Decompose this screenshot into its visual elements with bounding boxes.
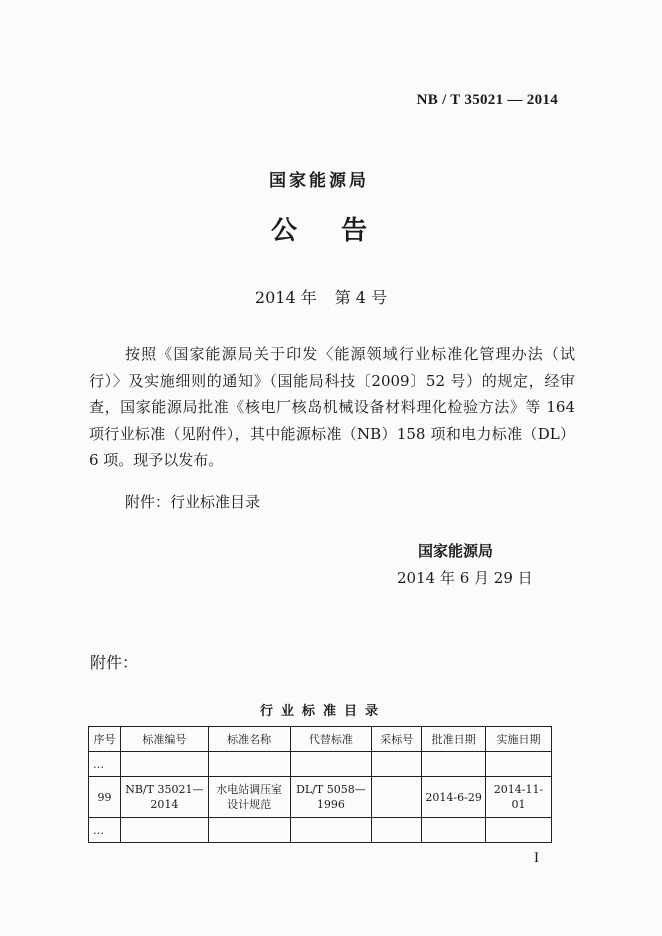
column-header: 批准日期 [422,727,486,752]
table-cell-replaces: DL/T 5058— 1996 [290,777,372,818]
column-header: 代替标准 [290,727,372,752]
notice-title: 公告 [270,216,411,246]
signature-org: 国家能源局 [418,542,494,560]
column-header: 标准编号 [120,727,208,752]
issue-number: 第 4 号 [334,288,388,307]
column-header: 采标号 [372,727,422,752]
table-row [89,818,552,843]
column-header: 标准名称 [208,727,290,752]
signature-date: 2014 年 6 月 29 日 [397,569,533,587]
table-row [89,752,552,777]
notice-body: 按照《国家能源局关于印发〈能源领域行业标准化管理办法（试行）〉及实施细则的通知》（国能局科技〔2009〕52 号）的规定，经审查，国家能源局批准《核电厂核岛机械设备材料理化检验方法》等 164 项行业标准（见附件），其中能源标准（NB）158 项和电力标准（DL）6 项。现予以发布。 [89,345,575,469]
table-cell-adoption [372,777,422,818]
standards-catalog-table [88,726,552,843]
table-cell-name: 水电站调压室 设计规范 [208,777,290,818]
table-cell-approval-date: 2014-6-29 [422,777,486,818]
column-header: 实施日期 [486,727,552,752]
annex-heading: 附件： [90,653,139,672]
table-cell-effective-date: 2014-11-01 [486,777,552,818]
table-header-row [89,727,552,752]
standard-code: NB / T 35021 — 2014 [416,92,558,108]
issue-year: 2014 年 [254,288,317,307]
agency-name: 国家能源局 [269,171,369,191]
page-number: I [534,850,539,866]
table-cell-seq: … [89,818,121,843]
attachment-line: 附件：行业标准目录 [125,493,261,511]
table-cell-seq: 99 [89,777,121,818]
table-cell-code: NB/T 35021— 2014 [120,777,208,818]
column-header: 序号 [89,727,121,752]
table-title: 行业标准目录 [259,704,386,719]
issue-line [0,285,652,308]
table-cell-seq: … [89,752,121,777]
table-row [89,777,552,818]
